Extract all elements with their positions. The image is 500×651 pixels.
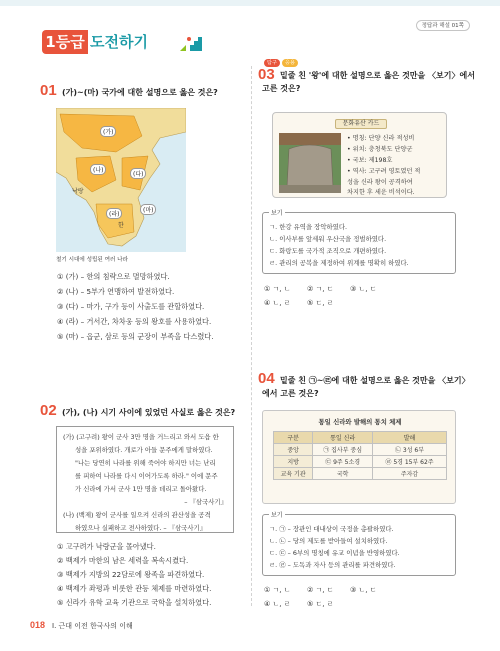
stele-image: [279, 133, 341, 193]
question-3-text-line1: 밑줄 친 '왕'에 대한 설명으로 옳은 것만을 〈보기〉에서: [280, 71, 475, 80]
q3-answer-4[interactable]: ④ ㄴ, ㄹ: [264, 299, 291, 307]
bogi-item: ㄴ. ㉡ – 당의 제도를 받아들여 설치하였다.: [269, 537, 388, 545]
table-row: [274, 456, 447, 468]
table-row: [274, 444, 447, 456]
question-2-number: 02: [40, 402, 57, 419]
q4-answer-4[interactable]: ④ ㄴ, ㄹ: [264, 600, 291, 608]
source-line: 가 신라에 가서 군사 1만 명을 데리고 돌아왔다.: [75, 485, 207, 493]
table-cell: ㉠ 집사부 중심: [313, 444, 373, 456]
q3-bogi-box: [262, 212, 456, 274]
stairs-icon: [178, 33, 204, 53]
table-cell: 중앙: [274, 444, 313, 456]
q4-answers-row1: [264, 585, 393, 595]
table-header: 발해: [373, 432, 447, 444]
table-row: [274, 468, 447, 480]
chapter-title: I. 근대 이전 한국사의 이해: [52, 622, 133, 630]
bogi-label: 보기: [271, 512, 283, 519]
table-header-row: [274, 432, 447, 444]
q1-option-5[interactable]: ⑤ (마) – 읍군, 삼로 등의 군장이 부족을 다스렸다.: [57, 332, 214, 341]
heritage-card-line: • 역사: 고구려 영토였던 적: [347, 168, 421, 175]
table-header: 구분: [274, 432, 313, 444]
source-line: 성을 포위하였다. 개로가 아들 문주에게 말하였다.: [75, 446, 213, 454]
table-cell: 교육 기관: [274, 468, 313, 480]
stele-photo: [279, 133, 341, 193]
q2-option-1[interactable]: ① 고구려가 낙랑군을 몰아냈다.: [57, 542, 156, 551]
bogi-item: ㄹ. ㉣ – 도독과 자사 등의 관리를 파견하였다.: [269, 561, 396, 569]
q3-tag-eungyong: 응용: [282, 59, 298, 67]
question-3-number: 03: [258, 66, 275, 83]
bogi-item: ㄱ. 한강 유역을 장악하였다.: [269, 223, 348, 231]
q1-option-3[interactable]: ③ (다) – 마가, 구가 등이 사출도를 관할하였다.: [57, 302, 205, 311]
map-label-ga: (가): [100, 126, 116, 137]
q4-answers-row2: [264, 599, 350, 609]
q3-answer-5[interactable]: ⑤ ㄷ, ㄹ: [307, 299, 334, 307]
column-divider: [251, 66, 252, 606]
q4-answer-2[interactable]: ② ㄱ, ㄷ: [307, 586, 334, 594]
q3-answer-3[interactable]: ③ ㄴ, ㄷ: [350, 285, 377, 293]
heritage-card-line: 성을 신라 왕이 공격하여: [347, 179, 413, 186]
heritage-card-line: • 위치: 충청북도 단양군: [347, 146, 413, 153]
table-cell: 국학: [313, 468, 373, 480]
map-label-han: 한: [118, 222, 124, 229]
q4-answer-3[interactable]: ③ ㄴ, ㄷ: [350, 586, 377, 594]
q2-option-5[interactable]: ⑤ 신라가 유학 교육 기관으로 국학을 설치하였다.: [57, 598, 212, 607]
question-2-text: (가), (나) 시기 사이에 있었던 사실로 옳은 것은?: [62, 408, 236, 417]
governance-table: [273, 431, 447, 480]
bogi-item: ㄱ. ㉠ – 장관인 대내상이 국정을 총괄하였다.: [269, 525, 394, 533]
q3-answers-row1: [264, 284, 393, 294]
q4-answer-5[interactable]: ⑤ ㄷ, ㄹ: [307, 600, 334, 608]
table-cell: ㉢ 9주 5소경: [313, 456, 373, 468]
map-label-da: (다): [130, 168, 146, 179]
table-title: 통일 신라와 발해의 통치 체제: [318, 418, 402, 426]
section-title: 도전하기: [90, 33, 148, 51]
question-3-text-line2: 고른 것은?: [262, 84, 301, 93]
source-line: "나는 당연히 나라를 위해 죽어야 하지만 너는 난리: [75, 459, 216, 467]
map-label-nangnang: 낙랑: [72, 188, 84, 195]
question-1-number: 01: [40, 82, 57, 99]
question-4-text-line2: 에서 고른 것은?: [262, 389, 319, 398]
table-cell: ㉡ 3성 6부: [373, 444, 447, 456]
q2-source-box: [56, 426, 234, 533]
iron-age-map: [56, 108, 186, 252]
source-line: (나) (백제) 왕이 군사를 일으켜 신라의 관산성을 공격: [63, 511, 211, 519]
map-caption: 철기 시대에 성립된 여러 나라: [56, 257, 128, 263]
question-1-text: (가)~(마) 국가에 대한 설명으로 옳은 것은?: [62, 88, 218, 97]
page-number: 018: [30, 620, 46, 630]
level-badge: 1등급: [42, 30, 88, 54]
bogi-label: 보기: [271, 210, 283, 217]
map-label-ma: (마): [140, 204, 156, 215]
source-citation: – 『삼국사기』: [184, 498, 227, 506]
heritage-card-line: • 국보: 제198호: [347, 157, 393, 164]
table-cell: 지방: [274, 456, 313, 468]
source-line: 하였으나 실패하고 전사하였다. – 『삼국사기』: [75, 524, 207, 532]
q2-option-3[interactable]: ③ 백제가 지방의 22담로에 왕족을 파견하였다.: [57, 570, 205, 579]
q4-answer-1[interactable]: ① ㄱ, ㄴ: [264, 586, 291, 594]
q3-answer-2[interactable]: ② ㄱ, ㄷ: [307, 285, 334, 293]
q2-option-2[interactable]: ② 백제가 마한의 남은 세력을 복속시켰다.: [57, 556, 189, 565]
map-label-na: (나): [90, 164, 106, 175]
table-cell: 주자감: [373, 468, 447, 480]
q4-bogi-box: [262, 514, 456, 576]
table-cell: ㉣ 5경 15부 62주: [373, 456, 447, 468]
table-header: 통일 신라: [313, 432, 373, 444]
heritage-card-line: 차지한 후 세운 비석이다.: [347, 189, 415, 196]
q3-answers-row2: [264, 298, 350, 308]
heritage-card: [272, 112, 447, 198]
question-4-text-line1: 밑줄 친 ㉠~㉣에 대한 설명으로 옳은 것만을 〈보기〉: [280, 376, 470, 385]
header-bar: [0, 0, 500, 6]
answer-reference-tag: 정답과 해설 01쪽: [416, 20, 470, 31]
question-4-number: 04: [258, 370, 275, 387]
bogi-item: ㄹ. 관리의 공복을 제정하여 위계를 명확히 하였다.: [269, 259, 409, 267]
bogi-item: ㄴ. 이사부를 앞세워 우산국을 정벌하였다.: [269, 235, 387, 243]
bogi-item: ㄷ. ㉢ – 6부의 명칭에 유교 이념을 반영하였다.: [269, 549, 400, 557]
map-label-ra: (라): [106, 208, 122, 219]
korean-peninsula-map: [56, 108, 186, 252]
q1-option-4[interactable]: ④ (라) – 거서간, 차차웅 등의 왕호를 사용하였다.: [57, 317, 212, 326]
bogi-item: ㄷ. 화랑도를 국가적 조직으로 개편하였다.: [269, 247, 387, 255]
q3-tag-tamgu: 탐구: [264, 59, 280, 67]
q1-option-2[interactable]: ② (나) – 5부가 연맹하여 발전하였다.: [57, 287, 175, 296]
q1-option-1[interactable]: ① (가) – 한의 침략으로 멸망하였다.: [57, 272, 170, 281]
heritage-card-title: 문화유산 카드: [335, 119, 387, 129]
q3-answer-1[interactable]: ① ㄱ, ㄴ: [264, 285, 291, 293]
source-line: 를 피하여 나라를 다시 이어가도록 하라." 이에 문주: [75, 472, 218, 480]
q2-option-4[interactable]: ④ 백제가 좌평과 비롯한 관등 체제를 마련하였다.: [57, 584, 212, 593]
source-line: (가) (고구려) 왕이 군사 3만 명을 거느리고 와서 도읍 한: [63, 433, 219, 441]
heritage-card-line: • 명칭: 단양 신라 적성비: [347, 135, 415, 142]
governance-table-card: [262, 410, 456, 504]
